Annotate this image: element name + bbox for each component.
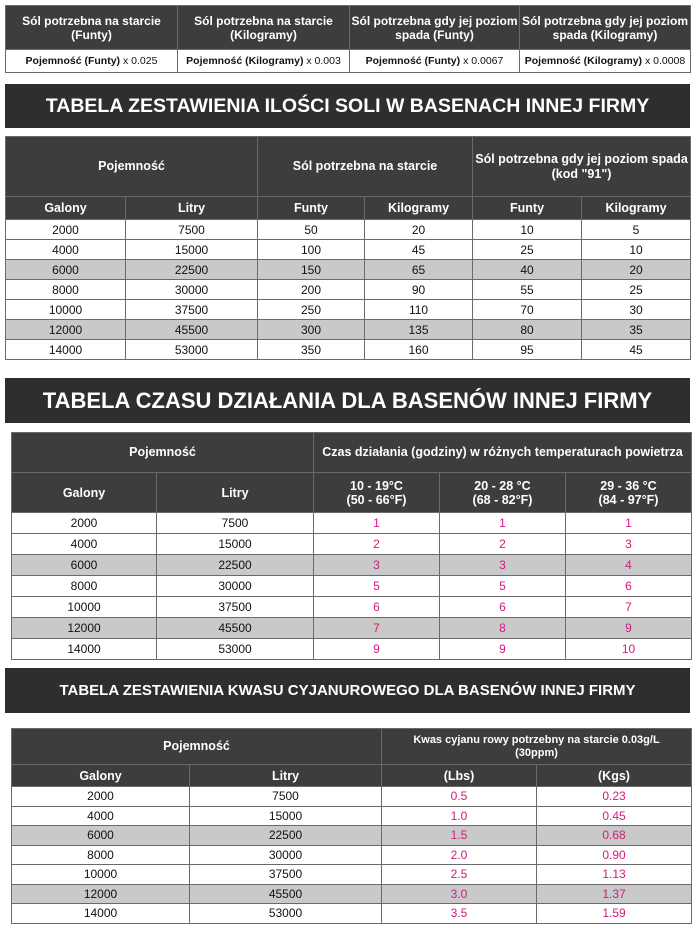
table-cell: 95 [473,340,582,360]
banner-salt-table: TABELA ZESTAWIENIA ILOŚCI SOLI W BASENACH INNEJ FIRMY [5,84,690,128]
banner-runtime-table: TABELA CZASU DZIAŁANIA DLA BASENÓW INNEJ FIRMY [5,378,690,423]
subheader-lbs: Funty [473,197,582,220]
table-cell: 10000 [12,597,157,618]
table-row [6,300,691,320]
table-cell: 10 [473,220,582,240]
table-row [12,806,692,826]
subheader-temp-range [314,473,440,513]
table-cell: 45500 [126,320,258,340]
table-cell: 1 [440,513,566,534]
table-cell: 8000 [6,280,126,300]
formula-label: Pojemność (Funty) [365,55,461,67]
table-cell: 8000 [12,845,190,865]
table-cell: 1.5 [382,826,537,846]
temp-fahrenheit: (84 - 97°F) [598,492,659,507]
subheader-gallons: Galony [12,473,157,513]
table-cell: 40 [473,260,582,280]
table-cell: 150 [258,260,365,280]
header-capacity: Pojemność [6,137,258,197]
table-cell: 25 [582,280,691,300]
table-cell: 1.37 [537,884,692,904]
subheader-gallons: Galony [6,197,126,220]
table-cell: 3.0 [382,884,537,904]
table-cell: 45 [582,340,691,360]
table-cell: 12000 [12,884,190,904]
table-row [6,240,691,260]
table-cell: 37500 [190,865,382,885]
formula-header-low-lbs: Sól potrzebna gdy jej poziom spada (Funty) [350,6,520,50]
table-cell: 12000 [12,618,157,639]
formula-label: Pojemność (Kilogramy) [524,55,643,67]
header-runtime: Czas działania (godziny) w różnych temperaturach powietrza [314,433,692,473]
table-cell: 0.90 [537,845,692,865]
table-cell: 3 [566,534,692,555]
table-cell: 135 [365,320,473,340]
table-cell: 4000 [12,806,190,826]
table-cell: 3.5 [382,904,537,924]
table-cell: 45500 [190,884,382,904]
table-cell: 2000 [12,513,157,534]
subheader-lbs: Funty [258,197,365,220]
table-cell: 8 [440,618,566,639]
table-row [12,639,692,660]
table-row [12,787,692,807]
table-cell: 5 [582,220,691,240]
formula-mult: x 0.0067 [463,55,504,67]
runtime-table [11,432,692,660]
table-cell: 200 [258,280,365,300]
salt-formula-table [5,5,691,73]
table-row [12,513,692,534]
cyanuric-header-line1: Kwas cyjanu rowy potrzebny na starcie 0.03g/L [413,733,660,746]
subheader-lbs: (Lbs) [382,765,537,787]
table-cell: 10000 [12,865,190,885]
formula-header-start-kg: Sól potrzebna na starcie (Kilogramy) [178,6,350,50]
table-cell: 55 [473,280,582,300]
table-cell: 2 [440,534,566,555]
table-cell: 6 [314,597,440,618]
formula-mult: x 0.0008 [644,55,686,67]
subheader-gallons: Galony [12,765,190,787]
table-row [12,618,692,639]
table-cell: 15000 [157,534,314,555]
table-cell: 10 [582,240,691,260]
header-cyanuric [382,729,692,765]
table-cell: 45500 [157,618,314,639]
header-salt-low: Sól potrzebna gdy jej poziom spada (kod "91") [473,137,691,197]
temp-celsius: 29 - 36 °C [600,478,657,493]
table-cell: 6 [566,576,692,597]
table-cell: 8000 [12,576,157,597]
table-cell: 2 [314,534,440,555]
table-cell: 12000 [6,320,126,340]
table-cell: 0.5 [382,787,537,807]
table-cell: 15000 [190,806,382,826]
formula-cell [520,50,691,73]
table-cell: 2.0 [382,845,537,865]
table-cell: 45 [365,240,473,260]
table-row [6,220,691,240]
table-cell: 35 [582,320,691,340]
table-cell: 6000 [12,826,190,846]
formula-label: Pojemność (Funty) [25,55,121,67]
formula-cell [178,50,350,73]
table-cell: 3 [314,555,440,576]
header-salt-start: Sól potrzebna na starcie [258,137,473,197]
table-cell: 7 [314,618,440,639]
table-cell: 53000 [190,904,382,924]
table-cell: 37500 [126,300,258,320]
table-cell: 6000 [12,555,157,576]
cyanuric-acid-table [11,728,692,924]
formula-cell [350,50,520,73]
table-cell: 7 [566,597,692,618]
table-cell: 10 [566,639,692,660]
table-cell: 22500 [190,826,382,846]
table-cell: 350 [258,340,365,360]
table-row [6,280,691,300]
cyanuric-header-line2: (30ppm) [515,746,558,759]
table-cell: 30000 [157,576,314,597]
formula-cell [6,50,178,73]
formula-header-low-kg: Sól potrzebna gdy jej poziom spada (Kilogramy) [520,6,691,50]
table-cell: 7500 [157,513,314,534]
table-cell: 65 [365,260,473,280]
table-cell: 1.0 [382,806,537,826]
subheader-liters: Litry [157,473,314,513]
table-row [12,555,692,576]
table-cell: 100 [258,240,365,260]
table-cell: 2000 [12,787,190,807]
table-cell: 15000 [126,240,258,260]
table-row [12,576,692,597]
table-cell: 50 [258,220,365,240]
formula-mult: x 0.025 [122,55,158,67]
table-cell: 30000 [190,845,382,865]
table-cell: 6 [440,597,566,618]
table-cell: 53000 [157,639,314,660]
table-cell: 4000 [6,240,126,260]
table-row [12,904,692,924]
table-cell: 0.68 [537,826,692,846]
table-row [6,320,691,340]
table-cell: 250 [258,300,365,320]
table-cell: 25 [473,240,582,260]
table-cell: 2000 [6,220,126,240]
table-cell: 14000 [12,904,190,924]
table-cell: 0.23 [537,787,692,807]
temp-celsius: 10 - 19°C [350,478,403,493]
table-cell: 22500 [157,555,314,576]
table-cell: 70 [473,300,582,320]
table-cell: 9 [566,618,692,639]
formula-label: Pojemność (Kilogramy) [186,55,304,67]
table-cell: 14000 [6,340,126,360]
banner-cyanuric-table: TABELA ZESTAWIENIA KWASU CYJANUROWEGO DLA BASENÓW INNEJ FIRMY [5,668,690,713]
temp-fahrenheit: (50 - 66°F) [346,492,407,507]
table-row [12,865,692,885]
table-cell: 20 [365,220,473,240]
table-cell: 14000 [12,639,157,660]
table-row [12,884,692,904]
header-capacity: Pojemność [12,729,382,765]
table-cell: 7500 [126,220,258,240]
table-row [12,826,692,846]
subheader-temp-range [566,473,692,513]
subheader-liters: Litry [190,765,382,787]
table-cell: 5 [314,576,440,597]
formula-mult: x 0.003 [306,55,341,67]
table-cell: 1.13 [537,865,692,885]
table-cell: 9 [314,639,440,660]
subheader-kg: Kilogramy [365,197,473,220]
table-cell: 300 [258,320,365,340]
table-row [12,534,692,555]
temp-fahrenheit: (68 - 82°F) [472,492,533,507]
table-cell: 160 [365,340,473,360]
table-cell: 1 [566,513,692,534]
table-cell: 3 [440,555,566,576]
table-cell: 110 [365,300,473,320]
formula-header-start-lbs: Sól potrzebna na starcie (Funty) [6,6,178,50]
salt-quantity-table [5,136,691,360]
table-cell: 37500 [157,597,314,618]
table-cell: 6000 [6,260,126,280]
table-row [6,260,691,280]
table-cell: 1.59 [537,904,692,924]
table-cell: 5 [440,576,566,597]
table-cell: 10000 [6,300,126,320]
table-cell: 4000 [12,534,157,555]
temp-celsius: 20 - 28 °C [474,478,531,493]
table-row [12,597,692,618]
table-cell: 53000 [126,340,258,360]
table-row [12,845,692,865]
table-cell: 20 [582,260,691,280]
table-cell: 0.45 [537,806,692,826]
table-cell: 90 [365,280,473,300]
table-cell: 2.5 [382,865,537,885]
table-cell: 22500 [126,260,258,280]
subheader-liters: Litry [126,197,258,220]
header-capacity: Pojemność [12,433,314,473]
subheader-temp-range [440,473,566,513]
table-cell: 30 [582,300,691,320]
subheader-kg: Kilogramy [582,197,691,220]
table-cell: 30000 [126,280,258,300]
subheader-kgs: (Kgs) [537,765,692,787]
table-cell: 1 [314,513,440,534]
table-cell: 4 [566,555,692,576]
table-cell: 9 [440,639,566,660]
table-cell: 7500 [190,787,382,807]
table-cell: 80 [473,320,582,340]
table-row [6,340,691,360]
